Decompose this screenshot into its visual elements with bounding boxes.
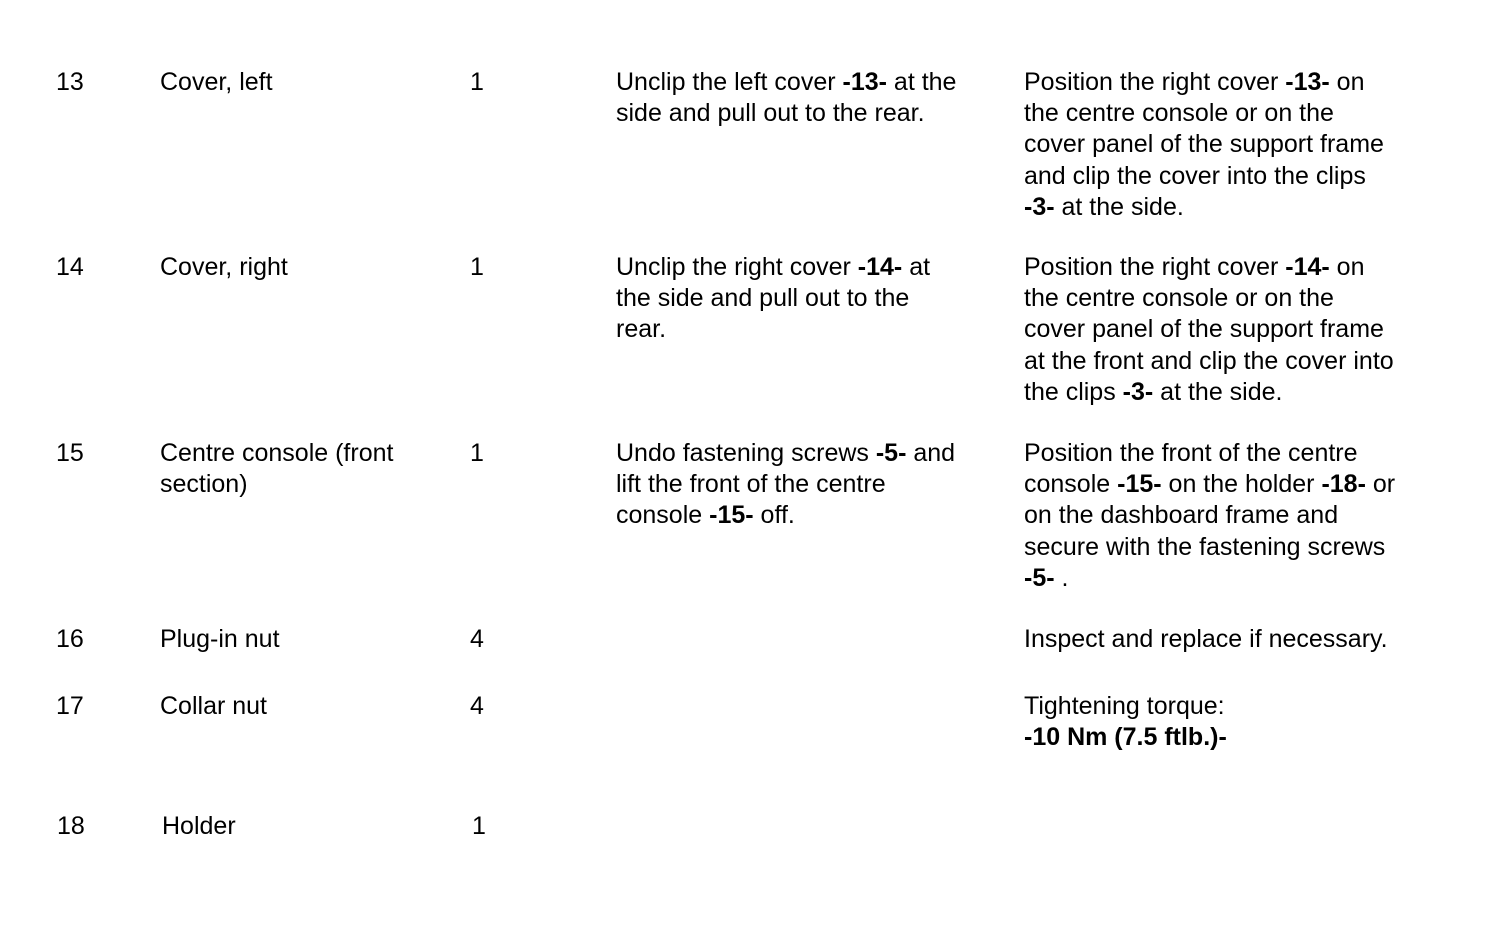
text-segment: . <box>1054 563 1069 592</box>
reference-number: -3- <box>1024 192 1055 221</box>
text-segment: side and pull out to the rear. <box>616 99 925 128</box>
text-line <box>616 314 930 345</box>
reference-number: -15- <box>1117 470 1162 499</box>
quantity: 1 <box>470 439 484 467</box>
part-name <box>160 691 267 722</box>
text-segment: Position the right cover <box>1024 68 1286 96</box>
quantity: 4 <box>470 625 484 653</box>
text-line: Collar nut <box>160 692 267 720</box>
text-segment: at the front and clip the cover into <box>1024 346 1394 375</box>
text-segment: and <box>906 439 956 467</box>
item-number: 15 <box>56 439 84 467</box>
reference-number: -3- <box>1122 377 1154 406</box>
item-number: 18 <box>57 812 85 840</box>
removal-instructions <box>616 67 956 129</box>
part-name <box>162 811 236 842</box>
text-line <box>1024 283 1394 314</box>
item-number: 17 <box>56 692 84 720</box>
text-segment: off. <box>753 501 795 530</box>
text-segment: at the side. <box>1054 192 1184 221</box>
text-line <box>1024 624 1388 655</box>
text-line <box>1024 314 1394 345</box>
text-line <box>616 252 930 283</box>
text-line <box>1024 161 1384 192</box>
quantity: 1 <box>470 253 484 281</box>
text-segment: and clip the cover into the clips <box>1024 161 1366 190</box>
installation-instructions <box>1024 67 1384 223</box>
item-number: 16 <box>56 625 84 653</box>
text-segment: secure with the fastening screws <box>1024 532 1386 561</box>
text-segment: console <box>1024 470 1118 499</box>
text-line <box>1024 252 1394 283</box>
text-segment: the centre console or on the <box>1024 99 1334 128</box>
text-line <box>1024 438 1395 469</box>
text-segment: rear. <box>616 315 667 344</box>
reference-number: -13- <box>1285 68 1330 96</box>
text-segment: cover panel of the support frame <box>1024 315 1384 344</box>
text-line <box>1024 98 1384 129</box>
text-segment: on <box>1329 253 1365 281</box>
text-segment: or <box>1365 470 1396 499</box>
text-segment: Tightening torque: <box>1024 692 1225 720</box>
text-line <box>1024 500 1395 531</box>
text-segment: Position the front of the centre <box>1024 439 1358 467</box>
text-line: Plug-in nut <box>160 625 280 653</box>
quantity: 1 <box>472 812 486 840</box>
part-name <box>160 438 393 500</box>
text-line <box>1024 563 1395 594</box>
item-number: 14 <box>56 253 84 281</box>
text-line <box>616 67 956 98</box>
reference-number: -5- <box>875 439 907 467</box>
text-segment: on the holder <box>1161 470 1322 499</box>
reference-number: -15- <box>709 501 754 530</box>
text-line <box>1024 722 1227 753</box>
text-line: Centre console (front <box>160 439 394 467</box>
text-segment: Unclip the left cover <box>616 68 843 96</box>
text-segment: Unclip the right cover <box>616 253 858 281</box>
text-line: Cover, right <box>160 253 288 281</box>
part-name <box>160 67 273 98</box>
text-line <box>616 283 930 314</box>
text-line <box>1024 346 1394 377</box>
reference-number: -10 Nm (7.5 ftlb.)- <box>1024 723 1227 752</box>
text-segment: lift the front of the centre <box>616 470 886 499</box>
part-name <box>160 252 288 283</box>
text-segment: cover panel of the support frame <box>1024 130 1384 159</box>
text-line <box>616 438 955 469</box>
installation-instructions <box>1024 691 1227 753</box>
text-segment: the centre console or on the <box>1024 284 1334 313</box>
quantity: 4 <box>470 692 484 720</box>
reference-number: -13- <box>842 68 887 96</box>
installation-instructions <box>1024 624 1388 655</box>
text-line <box>616 98 956 129</box>
installation-instructions <box>1024 438 1395 594</box>
reference-number: -14- <box>1285 253 1330 281</box>
item-number: 13 <box>56 68 84 96</box>
text-segment: Inspect and replace if necessary. <box>1024 625 1388 653</box>
quantity: 1 <box>470 68 484 96</box>
text-segment: Position the right cover <box>1024 253 1286 281</box>
text-line <box>616 500 955 531</box>
text-line <box>1024 192 1384 223</box>
text-segment: console <box>616 501 710 530</box>
text-line <box>1024 377 1394 408</box>
text-segment: on the dashboard frame and <box>1024 501 1339 530</box>
text-segment: Undo fastening screws <box>616 439 876 467</box>
text-segment: on <box>1329 68 1365 96</box>
removal-instructions <box>616 252 930 346</box>
reference-number: -18- <box>1321 470 1366 499</box>
removal-instructions <box>616 438 955 532</box>
text-line <box>1024 469 1395 500</box>
installation-instructions <box>1024 252 1394 408</box>
text-line <box>1024 129 1384 160</box>
text-segment: at the side. <box>1153 377 1283 406</box>
text-segment: the side and pull out to the <box>616 284 910 313</box>
text-line: section) <box>160 470 248 499</box>
text-line: Holder <box>162 812 236 840</box>
part-name <box>160 624 280 655</box>
text-line: Cover, left <box>160 68 273 96</box>
text-line <box>616 469 955 500</box>
text-segment: at the <box>886 68 957 96</box>
text-segment: at <box>902 253 931 281</box>
text-segment: the clips <box>1024 377 1123 406</box>
reference-number: -14- <box>857 253 903 281</box>
text-line <box>1024 67 1384 98</box>
text-line <box>1024 532 1395 563</box>
reference-number: -5- <box>1024 563 1055 592</box>
text-line <box>1024 691 1227 722</box>
